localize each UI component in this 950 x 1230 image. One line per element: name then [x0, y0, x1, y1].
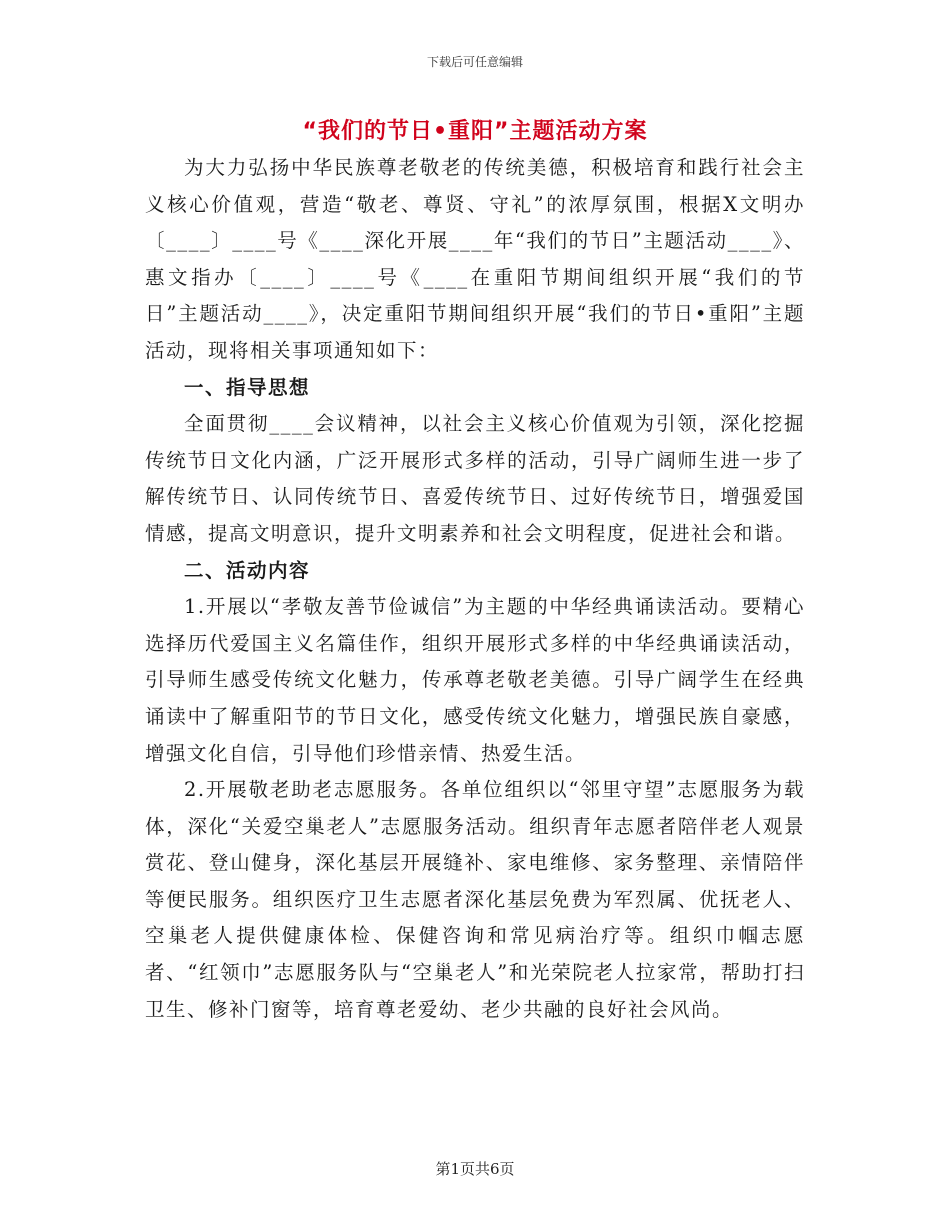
page-number-footer: 第1页共6页	[435, 1160, 515, 1178]
section-paragraph-guiding-ideology: 全面贯彻____会议精神，以社会主义核心价值观为引领，深化挖掘传统节日文化内涵，广泛开展形式多样的活动，引导广阔师生进一步了解传统节日、认同传统节日、喜爱传统节日、过好传统节日，增强爱国情感，提高文明意识，提升文明素养和社会文明程度，促进社会和谐。	[145, 412, 805, 545]
section-heading-guiding-ideology: 一、指导思想	[184, 375, 311, 399]
activity-item-2: 2.开展敬老助老志愿服务。各单位组织以“邻里守望”志愿服务为载体，深化“关爱空巢老人”志愿服务活动。组织青年志愿者陪伴老人观景赏花、登山健身，深化基层开展缝补、家电维修、家务整理、亲情陪伴等便民服务。组织医疗卫生志愿者深化基层免费为军烈属、优抚老人、空巢老人提供健康体检、保健咨询和常见病治疗等。组织巾帼志愿者、“红领巾”志愿服务队与“空巢老人”和光荣院老人拉家常，帮助打扫卫生、修补门窗等，培育尊老爱幼、老少共融的良好社会风尚。	[145, 778, 805, 1021]
intro-paragraph: 为大力弘扬中华民族尊老敬老的传统美德，积极培育和践行社会主义核心价值观，营造“敬老、尊贤、守礼”的浓厚氛围，根据X文明办〔____〕____号《____深化开展____年“我们的节日”主题活动____》、惠文指办〔____〕____号《____在重阳节期间组织开展“我们的节日”主题活动____》，决定重阳节期间组织开展“我们的节日•重阳”主题活动，现将相关事项通知如下：	[145, 156, 805, 362]
section-heading-activity-content: 二、活动内容	[184, 558, 311, 582]
document-body	[145, 150, 805, 1028]
header-note: 下载后可任意编辑	[426, 55, 523, 69]
activity-item-1: 1.开展以“孝敬友善节俭诚信”为主题的中华经典诵读活动。要精心选择历代爱国主义名篇佳作，组织开展形式多样的中华经典诵读活动，引导师生感受传统文化魅力，传承尊老敬老美德。引导广阔学生在经典诵读中了解重阳节的节日文化，感受传统文化魅力，增强民族自豪感，增强文化自信，引导他们珍惜亲情、热爱生活。	[145, 595, 805, 765]
document-title: “我们的节日•重阳”主题活动方案	[302, 119, 648, 144]
